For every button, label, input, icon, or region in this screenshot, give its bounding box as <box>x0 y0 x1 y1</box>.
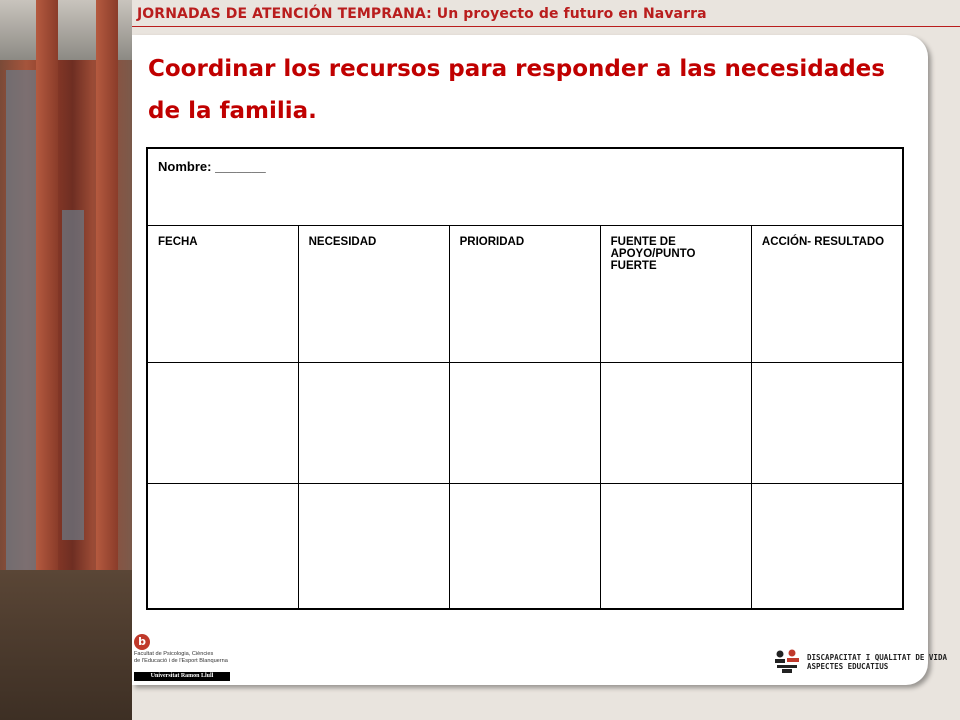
blanquerna-logo <box>134 634 234 682</box>
discapacitat-logo <box>772 646 947 676</box>
name-cell <box>147 148 903 226</box>
presentation-header: JORNADAS DE ATENCIÓN TEMPRANA: Un proyecto de futuro en Navarra <box>137 6 707 22</box>
column-header: ACCIÓN- RESULTADO <box>751 226 903 363</box>
table-row <box>147 363 903 484</box>
needs-form-table <box>146 147 904 610</box>
empty-cell <box>147 363 298 484</box>
column-header-row <box>147 226 903 363</box>
empty-cell <box>600 363 751 484</box>
discapacitat-logo-line1: DISCAPACITAT I QUALITAT DE VIDA <box>807 653 947 662</box>
empty-cell <box>298 484 449 609</box>
empty-cell <box>147 484 298 609</box>
empty-cell <box>449 484 600 609</box>
university-name: Universitat Ramon Llull <box>134 672 230 681</box>
blanquerna-logo-mark: b <box>134 634 150 650</box>
empty-cell <box>751 363 903 484</box>
empty-cell <box>751 484 903 609</box>
column-header: NECESIDAD <box>298 226 449 363</box>
empty-cell <box>449 363 600 484</box>
building-photo <box>0 0 132 720</box>
header-divider <box>132 26 960 27</box>
empty-cell <box>600 484 751 609</box>
column-header: FECHA <box>147 226 298 363</box>
column-header: FUENTE DE APOYO/PUNTO FUERTE <box>600 226 751 363</box>
slide-title: Coordinar los recursos para responder a las necesidades de la familia. <box>148 56 885 124</box>
table-row <box>147 484 903 609</box>
empty-cell <box>298 363 449 484</box>
name-label: Nombre: <box>158 159 212 174</box>
name-row <box>147 148 903 226</box>
faculty-name: Facultat de Psicologia, Ciències de l'Educació i de l'Esport Blanquerna <box>134 651 228 664</box>
discapacitat-logo-icon <box>772 648 802 674</box>
discapacitat-logo-line2: ASPECTES EDUCATIUS <box>807 662 889 671</box>
name-blank: _______ <box>215 159 266 174</box>
column-header: PRIORIDAD <box>449 226 600 363</box>
